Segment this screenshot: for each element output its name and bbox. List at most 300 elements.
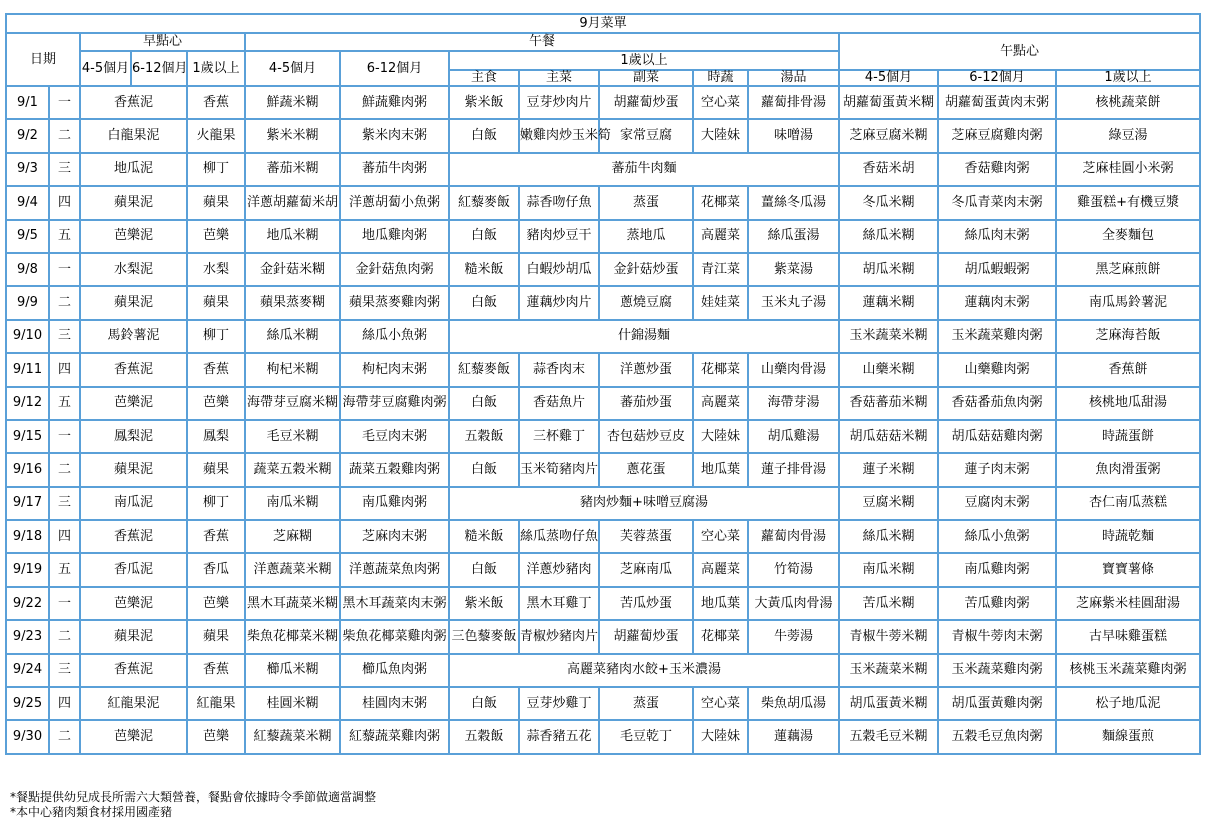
lunch-6-12-month-cell: 桂圓肉末粥 xyxy=(340,687,449,720)
weekday-cell: 五 xyxy=(49,220,80,253)
afternoon-6-12-month-cell: 胡瓜蛋黃雞肉粥 xyxy=(938,687,1056,720)
morning-snack-puree-cell: 香蕉泥 xyxy=(80,654,187,687)
afternoon-1-plus-cell: 全麥麵包 xyxy=(1056,220,1200,253)
lunch-4-5-month-cell: 枸杞米糊 xyxy=(245,353,340,386)
morning-snack-fruit-cell: 香蕉 xyxy=(187,86,245,119)
lunch-main-dish-cell: 豆芽炒雞丁 xyxy=(519,687,599,720)
table-row xyxy=(6,387,1200,420)
lunch-4-5-month-cell: 蕃茄米糊 xyxy=(245,153,340,186)
afternoon-1-plus-cell: 香蕉餅 xyxy=(1056,353,1200,386)
weekday-cell: 一 xyxy=(49,86,80,119)
date-cell: 9/25 xyxy=(6,687,49,720)
lunch-6-12-month-cell: 黑木耳蔬菜肉末粥 xyxy=(340,587,449,620)
morning-snack-fruit-cell: 芭樂 xyxy=(187,587,245,620)
lunch-staple-cell: 白飯 xyxy=(449,553,519,586)
weekday-cell: 四 xyxy=(49,186,80,219)
afternoon-4-5-month-cell: 山藥米糊 xyxy=(839,353,938,386)
lunch-main-dish-cell: 青椒炒豬肉片 xyxy=(519,620,599,653)
lunch-soup-cell: 山藥肉骨湯 xyxy=(748,353,839,386)
lunch-main-dish-cell: 香菇魚片 xyxy=(519,387,599,420)
date-cell: 9/2 xyxy=(6,119,49,152)
lunch-side-dish-cell: 胡蘿蔔炒蛋 xyxy=(599,86,693,119)
lunch-6-12-month-cell: 南瓜雞肉粥 xyxy=(340,487,449,520)
morning-snack-puree-cell: 地瓜泥 xyxy=(80,153,187,186)
morning-snack-puree-cell: 南瓜泥 xyxy=(80,487,187,520)
weekday-cell: 一 xyxy=(49,420,80,453)
lunch-main-dish-cell: 絲瓜蒸吻仔魚 xyxy=(519,520,599,553)
lunch-side-dish-cell: 蒸蛋 xyxy=(599,687,693,720)
lunch-header: 午餐 xyxy=(245,33,839,51)
date-cell: 9/8 xyxy=(6,253,49,286)
afternoon-1-plus-cell: 寶寶薯條 xyxy=(1056,553,1200,586)
date-cell: 9/16 xyxy=(6,453,49,486)
weekday-cell: 五 xyxy=(49,553,80,586)
lunch-soup-cell: 蘿蔔肉骨湯 xyxy=(748,520,839,553)
lunch-4-5-month-cell: 蔬菜五穀米糊 xyxy=(245,453,340,486)
afternoon-1-plus-cell: 古早味雞蛋糕 xyxy=(1056,620,1200,653)
table-row xyxy=(6,153,1200,186)
lunch-vegetable-cell: 高麗菜 xyxy=(693,553,748,586)
afternoon-1-plus-cell: 核桃玉米蔬菜雞肉粥 xyxy=(1056,654,1200,687)
afternoon-4-5-month-cell: 香菇米胡 xyxy=(839,153,938,186)
afternoon-1-plus-cell: 綠豆湯 xyxy=(1056,119,1200,152)
lunch-side-dish-cell: 蔥燒豆腐 xyxy=(599,286,693,319)
lunch-vegetable-cell: 空心菜 xyxy=(693,520,748,553)
afternoon-6-12-month-cell: 蓮子肉末粥 xyxy=(938,453,1056,486)
afternoon-6-12-month-cell: 絲瓜肉末粥 xyxy=(938,220,1056,253)
date-cell: 9/1 xyxy=(6,86,49,119)
lunch-6-12-month-cell: 絲瓜小魚粥 xyxy=(340,320,449,353)
lunch-side-dish-cell: 芙蓉蒸蛋 xyxy=(599,520,693,553)
afternoon-4-5-month-cell: 豆腐米糊 xyxy=(839,487,938,520)
lunch-side-dish-cell: 金針菇炒蛋 xyxy=(599,253,693,286)
table-row xyxy=(6,220,1200,253)
afternoon-1-plus-cell: 時蔬蛋餅 xyxy=(1056,420,1200,453)
lunch-4-5-month-cell: 柴魚花椰菜米糊 xyxy=(245,620,340,653)
date-cell: 9/10 xyxy=(6,320,49,353)
weekday-cell: 二 xyxy=(49,620,80,653)
lunch-side-dish-cell: 蒸地瓜 xyxy=(599,220,693,253)
morning-snack-puree-cell: 香蕉泥 xyxy=(80,86,187,119)
table-row xyxy=(6,654,1200,687)
afternoon-1-plus-cell: 雞蛋糕+有機豆漿 xyxy=(1056,186,1200,219)
date-cell: 9/24 xyxy=(6,654,49,687)
morning-snack-puree-cell: 芭樂泥 xyxy=(80,587,187,620)
ms-age-4-5-header: 4-5個月 xyxy=(80,51,131,86)
table-row xyxy=(6,320,1200,353)
lunch-main-dish-cell: 白蝦炒胡瓜 xyxy=(519,253,599,286)
lunch-soup-cell: 竹筍湯 xyxy=(748,553,839,586)
morning-snack-header: 早點心 xyxy=(80,33,245,51)
table-row xyxy=(6,420,1200,453)
lunch-vegetable-cell: 大陸妹 xyxy=(693,720,748,753)
table-row xyxy=(6,453,1200,486)
afternoon-1-plus-cell: 松子地瓜泥 xyxy=(1056,687,1200,720)
lunch-6-12-month-cell: 洋蔥蔬菜魚肉粥 xyxy=(340,553,449,586)
afternoon-4-5-month-cell: 絲瓜米糊 xyxy=(839,220,938,253)
lunch-staple-header: 主食 xyxy=(449,70,519,86)
lunch-6-12-month-cell: 洋蔥胡蔔小魚粥 xyxy=(340,186,449,219)
date-cell: 9/23 xyxy=(6,620,49,653)
lunch-side-dish-cell: 洋蔥炒蛋 xyxy=(599,353,693,386)
lunch-staple-cell: 紫米飯 xyxy=(449,587,519,620)
lunch-staple-cell: 白飯 xyxy=(449,286,519,319)
lunch-soup-cell: 柴魚胡瓜湯 xyxy=(748,687,839,720)
afternoon-4-5-month-cell: 南瓜米糊 xyxy=(839,553,938,586)
weekday-cell: 三 xyxy=(49,153,80,186)
lunch-main-dish-cell: 黑木耳雞丁 xyxy=(519,587,599,620)
afternoon-6-12-month-cell: 冬瓜青菜肉末粥 xyxy=(938,186,1056,219)
afternoon-4-5-month-cell: 胡瓜米糊 xyxy=(839,253,938,286)
lunch-age-6-12-header: 6-12個月 xyxy=(340,51,449,86)
lunch-vegetable-cell: 空心菜 xyxy=(693,86,748,119)
morning-snack-fruit-cell: 芭樂 xyxy=(187,387,245,420)
lunch-soup-cell: 蓮子排骨湯 xyxy=(748,453,839,486)
lunch-6-12-month-cell: 地瓜雞肉粥 xyxy=(340,220,449,253)
table-row xyxy=(6,253,1200,286)
lunch-staple-cell: 糙米飯 xyxy=(449,520,519,553)
lunch-6-12-month-cell: 枸杞肉末粥 xyxy=(340,353,449,386)
menu-table-wrapper xyxy=(5,13,1201,755)
date-header: 日期 xyxy=(6,33,80,86)
weekday-cell: 二 xyxy=(49,453,80,486)
afternoon-6-12-month-cell: 苦瓜雞肉粥 xyxy=(938,587,1056,620)
lunch-soup-header: 湯品 xyxy=(748,70,839,86)
morning-snack-puree-cell: 蘋果泥 xyxy=(80,186,187,219)
lunch-soup-cell: 蓮藕湯 xyxy=(748,720,839,753)
menu-title: 9月菜單 xyxy=(6,14,1200,33)
afternoon-4-5-month-cell: 胡瓜蛋黃米糊 xyxy=(839,687,938,720)
morning-snack-fruit-cell: 蘋果 xyxy=(187,286,245,319)
as-age-1-plus-header: 1歲以上 xyxy=(1056,70,1200,86)
lunch-age-1-plus-header: 1歲以上 xyxy=(449,51,839,70)
lunch-side-dish-cell: 蕃茄炒蛋 xyxy=(599,387,693,420)
lunch-4-5-month-cell: 紫米米糊 xyxy=(245,119,340,152)
afternoon-4-5-month-cell: 絲瓜米糊 xyxy=(839,520,938,553)
morning-snack-fruit-cell: 香瓜 xyxy=(187,553,245,586)
lunch-vegetable-cell: 大陸妹 xyxy=(693,119,748,152)
date-cell: 9/22 xyxy=(6,587,49,620)
lunch-soup-cell: 蘿蔔排骨湯 xyxy=(748,86,839,119)
afternoon-6-12-month-cell: 香菇雞肉粥 xyxy=(938,153,1056,186)
lunch-combined-meal-cell: 什錦湯麵 xyxy=(449,320,839,353)
morning-snack-fruit-cell: 芭樂 xyxy=(187,720,245,753)
morning-snack-puree-cell: 白龍果泥 xyxy=(80,119,187,152)
lunch-vegetable-cell: 花椰菜 xyxy=(693,186,748,219)
lunch-vegetable-cell: 青江菜 xyxy=(693,253,748,286)
lunch-main-header: 主菜 xyxy=(519,70,599,86)
lunch-soup-cell: 大黃瓜肉骨湯 xyxy=(748,587,839,620)
weekday-cell: 五 xyxy=(49,387,80,420)
lunch-combined-meal-cell: 高麗菜豬肉水餃+玉米濃湯 xyxy=(449,654,839,687)
lunch-staple-cell: 白飯 xyxy=(449,687,519,720)
morning-snack-fruit-cell: 柳丁 xyxy=(187,153,245,186)
morning-snack-puree-cell: 水梨泥 xyxy=(80,253,187,286)
morning-snack-fruit-cell: 蘋果 xyxy=(187,186,245,219)
afternoon-1-plus-cell: 核桃地瓜甜湯 xyxy=(1056,387,1200,420)
afternoon-1-plus-cell: 魚肉滑蛋粥 xyxy=(1056,453,1200,486)
afternoon-6-12-month-cell: 胡蘿蔔蛋黃肉末粥 xyxy=(938,86,1056,119)
lunch-soup-cell: 絲瓜蛋湯 xyxy=(748,220,839,253)
lunch-staple-cell: 白飯 xyxy=(449,387,519,420)
morning-snack-fruit-cell: 柳丁 xyxy=(187,320,245,353)
ms-age-1-plus-header: 1歲以上 xyxy=(187,51,245,86)
footnotes xyxy=(10,790,376,820)
lunch-staple-cell: 五穀飯 xyxy=(449,420,519,453)
lunch-6-12-month-cell: 蕃茄牛肉粥 xyxy=(340,153,449,186)
morning-snack-fruit-cell: 柳丁 xyxy=(187,487,245,520)
lunch-vegetable-cell: 高麗菜 xyxy=(693,220,748,253)
lunch-veg-header: 時蔬 xyxy=(693,70,748,86)
afternoon-4-5-month-cell: 玉米蔬菜米糊 xyxy=(839,320,938,353)
table-row xyxy=(6,487,1200,520)
weekday-cell: 二 xyxy=(49,720,80,753)
afternoon-1-plus-cell: 杏仁南瓜蒸糕 xyxy=(1056,487,1200,520)
lunch-side-dish-cell: 家常豆腐 xyxy=(599,119,693,152)
afternoon-6-12-month-cell: 絲瓜小魚粥 xyxy=(938,520,1056,553)
lunch-staple-cell: 白飯 xyxy=(449,453,519,486)
afternoon-4-5-month-cell: 苦瓜米糊 xyxy=(839,587,938,620)
morning-snack-puree-cell: 香瓜泥 xyxy=(80,553,187,586)
lunch-staple-cell: 紅藜麥飯 xyxy=(449,353,519,386)
weekday-cell: 三 xyxy=(49,654,80,687)
as-age-4-5-header: 4-5個月 xyxy=(839,70,938,86)
afternoon-6-12-month-cell: 玉米蔬菜雞肉粥 xyxy=(938,654,1056,687)
table-row xyxy=(6,720,1200,753)
afternoon-4-5-month-cell: 玉米蔬菜米糊 xyxy=(839,654,938,687)
footnote-pork-source: *本中心豬肉類食材採用國產豬 xyxy=(10,805,173,819)
lunch-staple-cell: 三色藜麥飯 xyxy=(449,620,519,653)
menu-table xyxy=(5,13,1201,755)
morning-snack-puree-cell: 蘋果泥 xyxy=(80,620,187,653)
afternoon-4-5-month-cell: 芝麻豆腐米糊 xyxy=(839,119,938,152)
table-row xyxy=(6,286,1200,319)
afternoon-4-5-month-cell: 五穀毛豆米糊 xyxy=(839,720,938,753)
lunch-6-12-month-cell: 紅藜蔬菜雞肉粥 xyxy=(340,720,449,753)
afternoon-6-12-month-cell: 胡瓜菇菇雞肉粥 xyxy=(938,420,1056,453)
date-cell: 9/30 xyxy=(6,720,49,753)
lunch-age-4-5-header: 4-5個月 xyxy=(245,51,340,86)
lunch-4-5-month-cell: 紅藜蔬菜米糊 xyxy=(245,720,340,753)
afternoon-1-plus-cell: 芝麻海苔飯 xyxy=(1056,320,1200,353)
lunch-6-12-month-cell: 蘋果蒸麥雞肉粥 xyxy=(340,286,449,319)
morning-snack-fruit-cell: 芭樂 xyxy=(187,220,245,253)
table-row xyxy=(6,687,1200,720)
afternoon-6-12-month-cell: 玉米蔬菜雞肉粥 xyxy=(938,320,1056,353)
date-cell: 9/18 xyxy=(6,520,49,553)
morning-snack-fruit-cell: 香蕉 xyxy=(187,654,245,687)
lunch-4-5-month-cell: 芝麻糊 xyxy=(245,520,340,553)
table-row xyxy=(6,620,1200,653)
morning-snack-puree-cell: 芭樂泥 xyxy=(80,220,187,253)
lunch-vegetable-cell: 地瓜葉 xyxy=(693,587,748,620)
morning-snack-puree-cell: 紅龍果泥 xyxy=(80,687,187,720)
weekday-cell: 二 xyxy=(49,119,80,152)
lunch-soup-cell: 牛蒡湯 xyxy=(748,620,839,653)
lunch-main-dish-cell: 玉米筍豬肉片 xyxy=(519,453,599,486)
date-cell: 9/5 xyxy=(6,220,49,253)
lunch-main-dish-cell: 嫩雞肉炒玉米筍 xyxy=(519,119,599,152)
lunch-4-5-month-cell: 蘋果蒸麥糊 xyxy=(245,286,340,319)
afternoon-6-12-month-cell: 五穀毛豆魚肉粥 xyxy=(938,720,1056,753)
table-row xyxy=(6,520,1200,553)
date-cell: 9/15 xyxy=(6,420,49,453)
morning-snack-puree-cell: 香蕉泥 xyxy=(80,520,187,553)
lunch-main-dish-cell: 豬肉炒豆干 xyxy=(519,220,599,253)
lunch-4-5-month-cell: 桂圓米糊 xyxy=(245,687,340,720)
lunch-6-12-month-cell: 柴魚花椰菜雞肉粥 xyxy=(340,620,449,653)
afternoon-1-plus-cell: 黑芝麻煎餅 xyxy=(1056,253,1200,286)
lunch-vegetable-cell: 花椰菜 xyxy=(693,353,748,386)
lunch-vegetable-cell: 高麗菜 xyxy=(693,387,748,420)
lunch-side-dish-cell: 胡蘿蔔炒蛋 xyxy=(599,620,693,653)
afternoon-1-plus-cell: 芝麻紫米桂圓甜湯 xyxy=(1056,587,1200,620)
afternoon-1-plus-cell: 麵線蛋煎 xyxy=(1056,720,1200,753)
lunch-4-5-month-cell: 金針菇米糊 xyxy=(245,253,340,286)
afternoon-6-12-month-cell: 山藥雞肉粥 xyxy=(938,353,1056,386)
lunch-4-5-month-cell: 櫛瓜米糊 xyxy=(245,654,340,687)
morning-snack-fruit-cell: 火龍果 xyxy=(187,119,245,152)
afternoon-6-12-month-cell: 南瓜雞肉粥 xyxy=(938,553,1056,586)
afternoon-4-5-month-cell: 胡瓜菇菇米糊 xyxy=(839,420,938,453)
weekday-cell: 二 xyxy=(49,286,80,319)
date-cell: 9/11 xyxy=(6,353,49,386)
lunch-soup-cell: 海帶芽湯 xyxy=(748,387,839,420)
weekday-cell: 一 xyxy=(49,587,80,620)
afternoon-1-plus-cell: 芝麻桂圓小米粥 xyxy=(1056,153,1200,186)
lunch-staple-cell: 紫米飯 xyxy=(449,86,519,119)
afternoon-1-plus-cell: 時蔬乾麵 xyxy=(1056,520,1200,553)
lunch-combined-meal-cell: 蕃茄牛肉麵 xyxy=(449,153,839,186)
lunch-staple-cell: 白飯 xyxy=(449,220,519,253)
lunch-side-dish-cell: 蒸蛋 xyxy=(599,186,693,219)
lunch-soup-cell: 玉米丸子湯 xyxy=(748,286,839,319)
lunch-vegetable-cell: 大陸妹 xyxy=(693,420,748,453)
lunch-side-dish-cell: 芝麻南瓜 xyxy=(599,553,693,586)
morning-snack-puree-cell: 芭樂泥 xyxy=(80,720,187,753)
afternoon-6-12-month-cell: 胡瓜蝦蝦粥 xyxy=(938,253,1056,286)
afternoon-6-12-month-cell: 青椒牛蒡肉末粥 xyxy=(938,620,1056,653)
lunch-soup-cell: 味噌湯 xyxy=(748,119,839,152)
lunch-6-12-month-cell: 金針菇魚肉粥 xyxy=(340,253,449,286)
lunch-4-5-month-cell: 洋蔥蔬菜米糊 xyxy=(245,553,340,586)
lunch-soup-cell: 胡瓜雞湯 xyxy=(748,420,839,453)
lunch-6-12-month-cell: 櫛瓜魚肉粥 xyxy=(340,654,449,687)
morning-snack-fruit-cell: 鳳梨 xyxy=(187,420,245,453)
lunch-main-dish-cell: 蒜香吻仔魚 xyxy=(519,186,599,219)
lunch-6-12-month-cell: 蔬菜五穀雞肉粥 xyxy=(340,453,449,486)
weekday-cell: 三 xyxy=(49,487,80,520)
ms-age-6-12-header: 6-12個月 xyxy=(131,51,187,86)
afternoon-6-12-month-cell: 芝麻豆腐雞肉粥 xyxy=(938,119,1056,152)
morning-snack-puree-cell: 蘋果泥 xyxy=(80,286,187,319)
morning-snack-fruit-cell: 紅龍果 xyxy=(187,687,245,720)
table-row xyxy=(6,553,1200,586)
afternoon-1-plus-cell: 南瓜馬鈴薯泥 xyxy=(1056,286,1200,319)
lunch-main-dish-cell: 豆芽炒肉片 xyxy=(519,86,599,119)
lunch-6-12-month-cell: 海帶芽豆腐雞肉粥 xyxy=(340,387,449,420)
lunch-soup-cell: 薑絲冬瓜湯 xyxy=(748,186,839,219)
lunch-side-dish-cell: 苦瓜炒蛋 xyxy=(599,587,693,620)
table-row xyxy=(6,86,1200,119)
lunch-main-dish-cell: 三杯雞丁 xyxy=(519,420,599,453)
lunch-staple-cell: 五穀飯 xyxy=(449,720,519,753)
afternoon-6-12-month-cell: 蓮藕肉末粥 xyxy=(938,286,1056,319)
date-cell: 9/4 xyxy=(6,186,49,219)
afternoon-6-12-month-cell: 香菇番茄魚肉粥 xyxy=(938,387,1056,420)
afternoon-4-5-month-cell: 胡蘿蔔蛋黃米糊 xyxy=(839,86,938,119)
lunch-staple-cell: 糙米飯 xyxy=(449,253,519,286)
lunch-6-12-month-cell: 鮮蔬雞肉粥 xyxy=(340,86,449,119)
date-cell: 9/19 xyxy=(6,553,49,586)
lunch-vegetable-cell: 地瓜葉 xyxy=(693,453,748,486)
lunch-4-5-month-cell: 洋蔥胡蘿蔔米胡 xyxy=(245,186,340,219)
afternoon-1-plus-cell: 核桃蔬菜餅 xyxy=(1056,86,1200,119)
weekday-cell: 四 xyxy=(49,687,80,720)
lunch-4-5-month-cell: 南瓜米糊 xyxy=(245,487,340,520)
lunch-main-dish-cell: 洋蔥炒豬肉 xyxy=(519,553,599,586)
morning-snack-puree-cell: 蘋果泥 xyxy=(80,453,187,486)
morning-snack-fruit-cell: 水梨 xyxy=(187,253,245,286)
lunch-side-header: 副菜 xyxy=(599,70,693,86)
morning-snack-fruit-cell: 蘋果 xyxy=(187,620,245,653)
lunch-4-5-month-cell: 海帶芽豆腐米糊 xyxy=(245,387,340,420)
afternoon-4-5-month-cell: 香菇蕃茄米糊 xyxy=(839,387,938,420)
weekday-cell: 四 xyxy=(49,520,80,553)
table-row xyxy=(6,353,1200,386)
lunch-main-dish-cell: 蓮藕炒肉片 xyxy=(519,286,599,319)
morning-snack-puree-cell: 馬鈴薯泥 xyxy=(80,320,187,353)
afternoon-4-5-month-cell: 蓮子米糊 xyxy=(839,453,938,486)
afternoon-snack-header: 午點心 xyxy=(839,33,1200,70)
lunch-main-dish-cell: 蒜香豬五花 xyxy=(519,720,599,753)
table-row xyxy=(6,186,1200,219)
morning-snack-puree-cell: 香蕉泥 xyxy=(80,353,187,386)
lunch-6-12-month-cell: 毛豆肉末粥 xyxy=(340,420,449,453)
lunch-main-dish-cell: 蒜香肉末 xyxy=(519,353,599,386)
morning-snack-fruit-cell: 香蕉 xyxy=(187,520,245,553)
lunch-side-dish-cell: 蔥花蛋 xyxy=(599,453,693,486)
lunch-4-5-month-cell: 地瓜米糊 xyxy=(245,220,340,253)
weekday-cell: 四 xyxy=(49,353,80,386)
lunch-vegetable-cell: 花椰菜 xyxy=(693,620,748,653)
lunch-staple-cell: 白飯 xyxy=(449,119,519,152)
lunch-side-dish-cell: 毛豆乾丁 xyxy=(599,720,693,753)
morning-snack-puree-cell: 芭樂泥 xyxy=(80,387,187,420)
table-row xyxy=(6,119,1200,152)
morning-snack-fruit-cell: 蘋果 xyxy=(187,453,245,486)
weekday-cell: 三 xyxy=(49,320,80,353)
afternoon-6-12-month-cell: 豆腐肉末粥 xyxy=(938,487,1056,520)
lunch-combined-meal-cell: 豬肉炒麵+味噌豆腐湯 xyxy=(449,487,839,520)
date-cell: 9/9 xyxy=(6,286,49,319)
lunch-side-dish-cell: 杏包菇炒豆皮 xyxy=(599,420,693,453)
lunch-vegetable-cell: 娃娃菜 xyxy=(693,286,748,319)
morning-snack-fruit-cell: 香蕉 xyxy=(187,353,245,386)
lunch-4-5-month-cell: 鮮蔬米糊 xyxy=(245,86,340,119)
date-cell: 9/12 xyxy=(6,387,49,420)
table-row xyxy=(6,587,1200,620)
lunch-4-5-month-cell: 絲瓜米糊 xyxy=(245,320,340,353)
lunch-soup-cell: 紫菜湯 xyxy=(748,253,839,286)
afternoon-4-5-month-cell: 青椒牛蒡米糊 xyxy=(839,620,938,653)
lunch-vegetable-cell: 空心菜 xyxy=(693,687,748,720)
footnote-nutrition: *餐點提供幼兒成長所需六大類營養，餐點會依據時令季節做適當調整 xyxy=(10,790,377,804)
lunch-4-5-month-cell: 黑木耳蔬菜米糊 xyxy=(245,587,340,620)
lunch-6-12-month-cell: 芝麻肉末粥 xyxy=(340,520,449,553)
weekday-cell: 一 xyxy=(49,253,80,286)
date-cell: 9/3 xyxy=(6,153,49,186)
